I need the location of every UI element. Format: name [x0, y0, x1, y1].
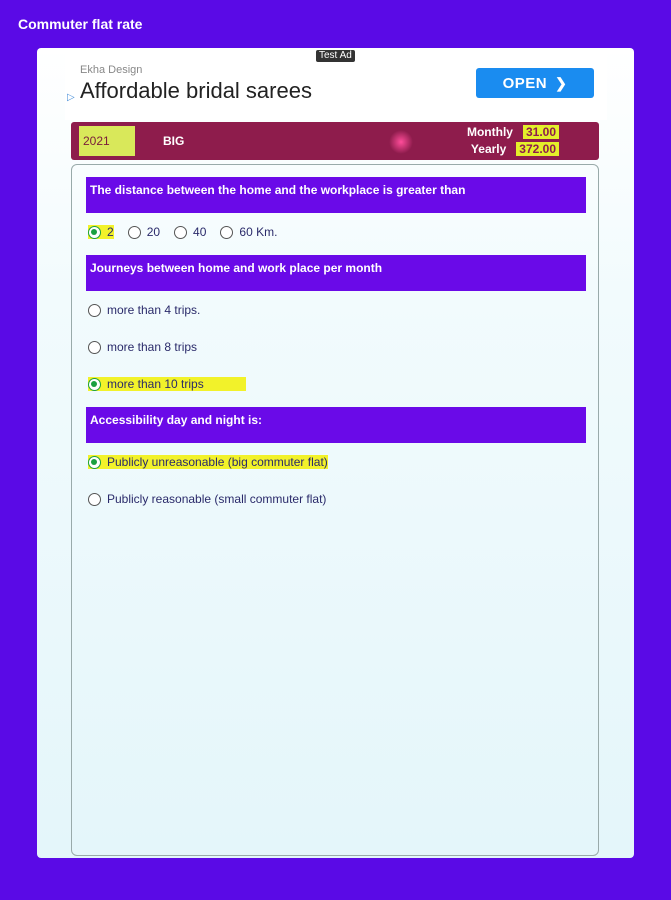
- accessibility-option-unreasonable[interactable]: [88, 455, 328, 469]
- flat-size-label: BIG: [163, 134, 185, 148]
- option-label: Publicly reasonable (small commuter flat): [107, 492, 327, 506]
- option-label: 60 Km.: [239, 225, 278, 239]
- question-journeys-title: Journeys between home and work place per month: [90, 261, 383, 275]
- ad-open-label: OPEN: [502, 74, 548, 92]
- distance-option-20[interactable]: [128, 225, 160, 239]
- journeys-option-8[interactable]: [88, 340, 197, 354]
- option-label: more than 4 trips.: [107, 303, 201, 317]
- radio-icon[interactable]: [88, 493, 101, 506]
- option-label: 40: [193, 225, 207, 239]
- accessibility-option-reasonable[interactable]: [88, 492, 326, 506]
- chevron-right-icon: ❯: [555, 74, 568, 91]
- question-distance-header: [86, 177, 586, 213]
- form-panel: [71, 164, 599, 856]
- question-distance-title: The distance between the home and the workplace is greater than: [90, 183, 466, 197]
- year-value: 2021: [83, 134, 110, 148]
- question-accessibility-title: Accessibility day and night is:: [90, 413, 263, 427]
- monthly-label: Monthly: [466, 125, 513, 139]
- ad-open-button[interactable]: [476, 68, 594, 98]
- year-selector[interactable]: [79, 126, 135, 156]
- monthly-value: 31.00: [523, 125, 559, 139]
- option-label: 20: [146, 225, 161, 239]
- radio-checked-icon[interactable]: [88, 378, 101, 391]
- app-title: Commuter flat rate: [18, 16, 143, 32]
- radio-icon[interactable]: [220, 226, 233, 239]
- radio-icon[interactable]: [88, 341, 101, 354]
- radio-checked-icon[interactable]: [88, 226, 101, 239]
- journeys-option-10[interactable]: [88, 377, 246, 391]
- question-accessibility-header: [86, 407, 586, 443]
- main-card: [37, 48, 634, 858]
- option-label: Publicly unreasonable (big commuter flat): [107, 455, 328, 469]
- yearly-rate: [471, 142, 559, 156]
- ad-headline[interactable]: Affordable bridal sarees: [80, 78, 312, 103]
- glow-indicator-icon: [389, 130, 413, 154]
- radio-icon[interactable]: [128, 226, 141, 239]
- yearly-label: Yearly: [470, 142, 507, 156]
- question-journeys-header: [86, 255, 586, 291]
- rate-bar: [71, 122, 599, 160]
- distance-option-60[interactable]: [220, 225, 277, 239]
- option-label: 2: [107, 225, 114, 239]
- monthly-rate: [467, 125, 559, 139]
- ad-tag: Test Ad: [316, 50, 355, 62]
- radio-icon[interactable]: [88, 304, 101, 317]
- option-label: more than 10 trips: [107, 377, 204, 391]
- option-label: more than 8 trips: [107, 340, 198, 354]
- radio-checked-icon[interactable]: [88, 456, 101, 469]
- ad-banner[interactable]: [65, 50, 607, 120]
- ad-choices-icon[interactable]: ▷: [67, 92, 75, 103]
- distance-option-2[interactable]: [88, 225, 114, 239]
- ad-brand: Ekha Design: [80, 64, 143, 76]
- distance-option-40[interactable]: [174, 225, 206, 239]
- radio-icon[interactable]: [174, 226, 187, 239]
- yearly-value: 372.00: [516, 142, 559, 156]
- journeys-option-4[interactable]: [88, 303, 200, 317]
- distance-options: [88, 225, 277, 239]
